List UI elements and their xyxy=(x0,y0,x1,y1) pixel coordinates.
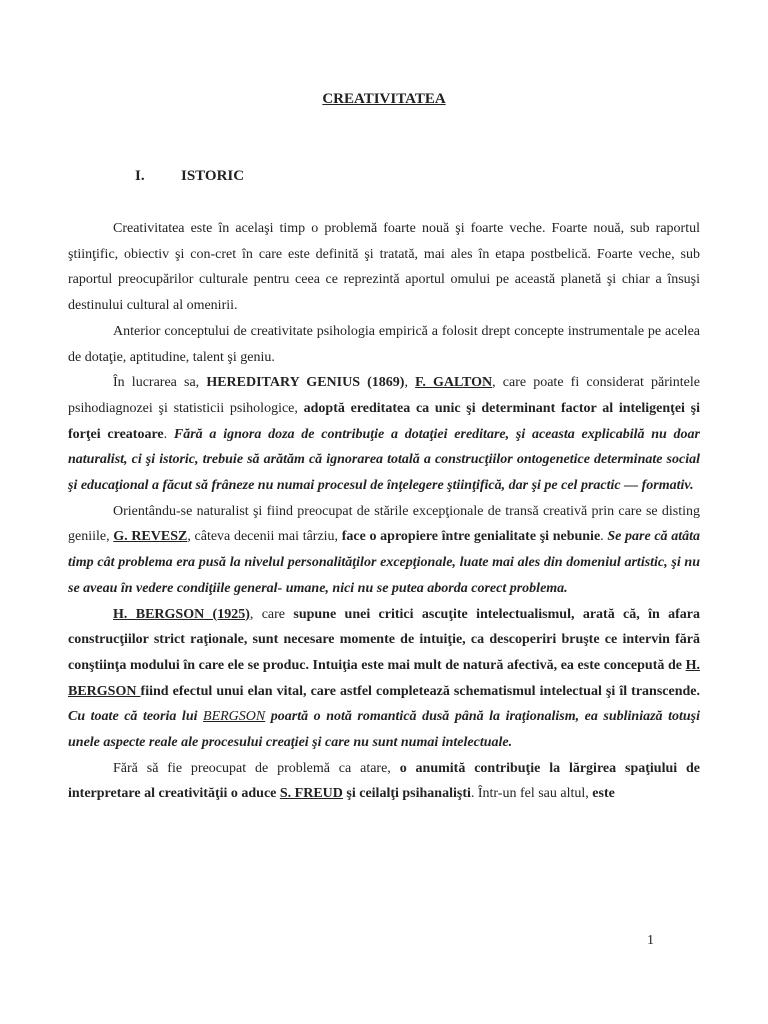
section-title: ISTORIC xyxy=(181,168,245,184)
paragraph-4 xyxy=(68,499,700,602)
text-run: , care poate fi considerat părintele psihodiagnozei şi statisticii psihologice, xyxy=(68,375,701,416)
text-run: F. GALTON xyxy=(415,375,493,391)
section-heading xyxy=(135,168,244,185)
text-run: Fără a ignora doza de contribuţie a dotaţiei ereditare, şi aceasta explicabilă nu doar naturalist, ci şi istoric, trebuie să arătăm că ignorarea totală a construcţiilor ontogenetice determinate social şi educaţional a făcut să frâneze nu numai procesul de înţelegere ştiinţifică, dar şi pe cel practic — formativ. xyxy=(68,426,701,494)
text-run: G. REVESZ xyxy=(113,529,188,545)
paragraph-1: Creativitatea este în acelaşi timp o problemă foarte nouă şi foarte veche. Foarte nouă, sub raportul ştiinţific, obiectiv şi con-cret în care este definită şi tratată, mai ales în etapa postbelică. Foarte veche, sub raportul preocupărilor culturale pentru ceea ce reprezintă aportul omului pe această planetă şi chiar a însuşi destinului cultural al omenirii. xyxy=(68,221,700,314)
text-run: HEREDITARY GENIUS (1869) xyxy=(206,375,405,391)
text-run: face o apropiere între genialitate şi nebunie xyxy=(341,529,601,545)
text-run: , care xyxy=(249,606,294,622)
text-run: supune unei critici ascuţite intelectualismul, arată că, în afara construcţiilor strict raţionale, sunt necesare momente de intuiţie, ca descoperiri bruşte ce intervin fără conştiinţa modului în care ele se produc. Intuiţia este mai mult de natură afectivă, ea este concepută de xyxy=(68,606,700,673)
paragraph-5 xyxy=(68,602,700,756)
text-run: . xyxy=(163,426,174,442)
text-run: H. BERGSON (1925) xyxy=(113,606,250,622)
paragraph-3 xyxy=(68,370,700,499)
paragraph-6 xyxy=(68,756,700,807)
text-run: adoptă ereditatea ca unic şi determinant factor al inteligenţei şi forţei creatoare xyxy=(68,400,701,442)
text-run: . xyxy=(600,529,608,545)
text-run: , câteva decenii mai târziu, xyxy=(187,529,342,545)
text-run: poartă o notă romantică dusă până la iraţionalism, ea subliniază totuşi unele aspecte reale ale procesului creaţiei şi care nu sunt numai intelectuale. xyxy=(68,709,700,751)
text-run: H. BERGSON xyxy=(68,657,700,699)
text-run: Orientându-se naturalist şi fiind preocupat de stările excepţionale de transă creativă prin care se disting geniile, xyxy=(68,503,700,545)
text-run: BERGSON xyxy=(203,709,266,725)
text-run: , xyxy=(404,375,416,391)
document-title: CREATIVITATEA xyxy=(322,91,446,107)
text-run: Fără să fie preocupat de problemă ca atare, xyxy=(113,760,400,776)
text-run: Se pare că atâta timp cât problema era pusă la nivelul personalităţilor excepţionale, luate mai ales din domeniul artistic, şi nu se aveau în vedere condiţiile general- umane, nici nu se putea aborda corect problema. xyxy=(68,529,701,596)
section-number: I. xyxy=(135,168,145,184)
text-run: Cu toate că teoria lui xyxy=(68,709,204,725)
text-run: şi ceilalţi psihanalişti xyxy=(346,786,471,802)
page-number: 1 xyxy=(647,933,654,948)
document-body xyxy=(68,216,700,807)
text-run: S. FREUD xyxy=(279,786,343,802)
text-run: În lucrarea sa, xyxy=(113,375,207,391)
text-run: fiind efectul unui elan vital, care astfel completează schematismul intelectual şi îl transcende. xyxy=(140,683,700,699)
paragraph-2: Anterior conceptului de creativitate psihologia empirică a folosit drept concepte instrumentale pe acelea de dotaţie, aptitudine, talent şi geniu. xyxy=(68,323,700,365)
text-run: o anumită contribuţie la lărgirea spaţiului de interpretare al creativităţii o aduce xyxy=(68,760,701,802)
text-run: este xyxy=(592,786,615,802)
text-run: . Într-un fel sau altul, xyxy=(470,786,593,802)
